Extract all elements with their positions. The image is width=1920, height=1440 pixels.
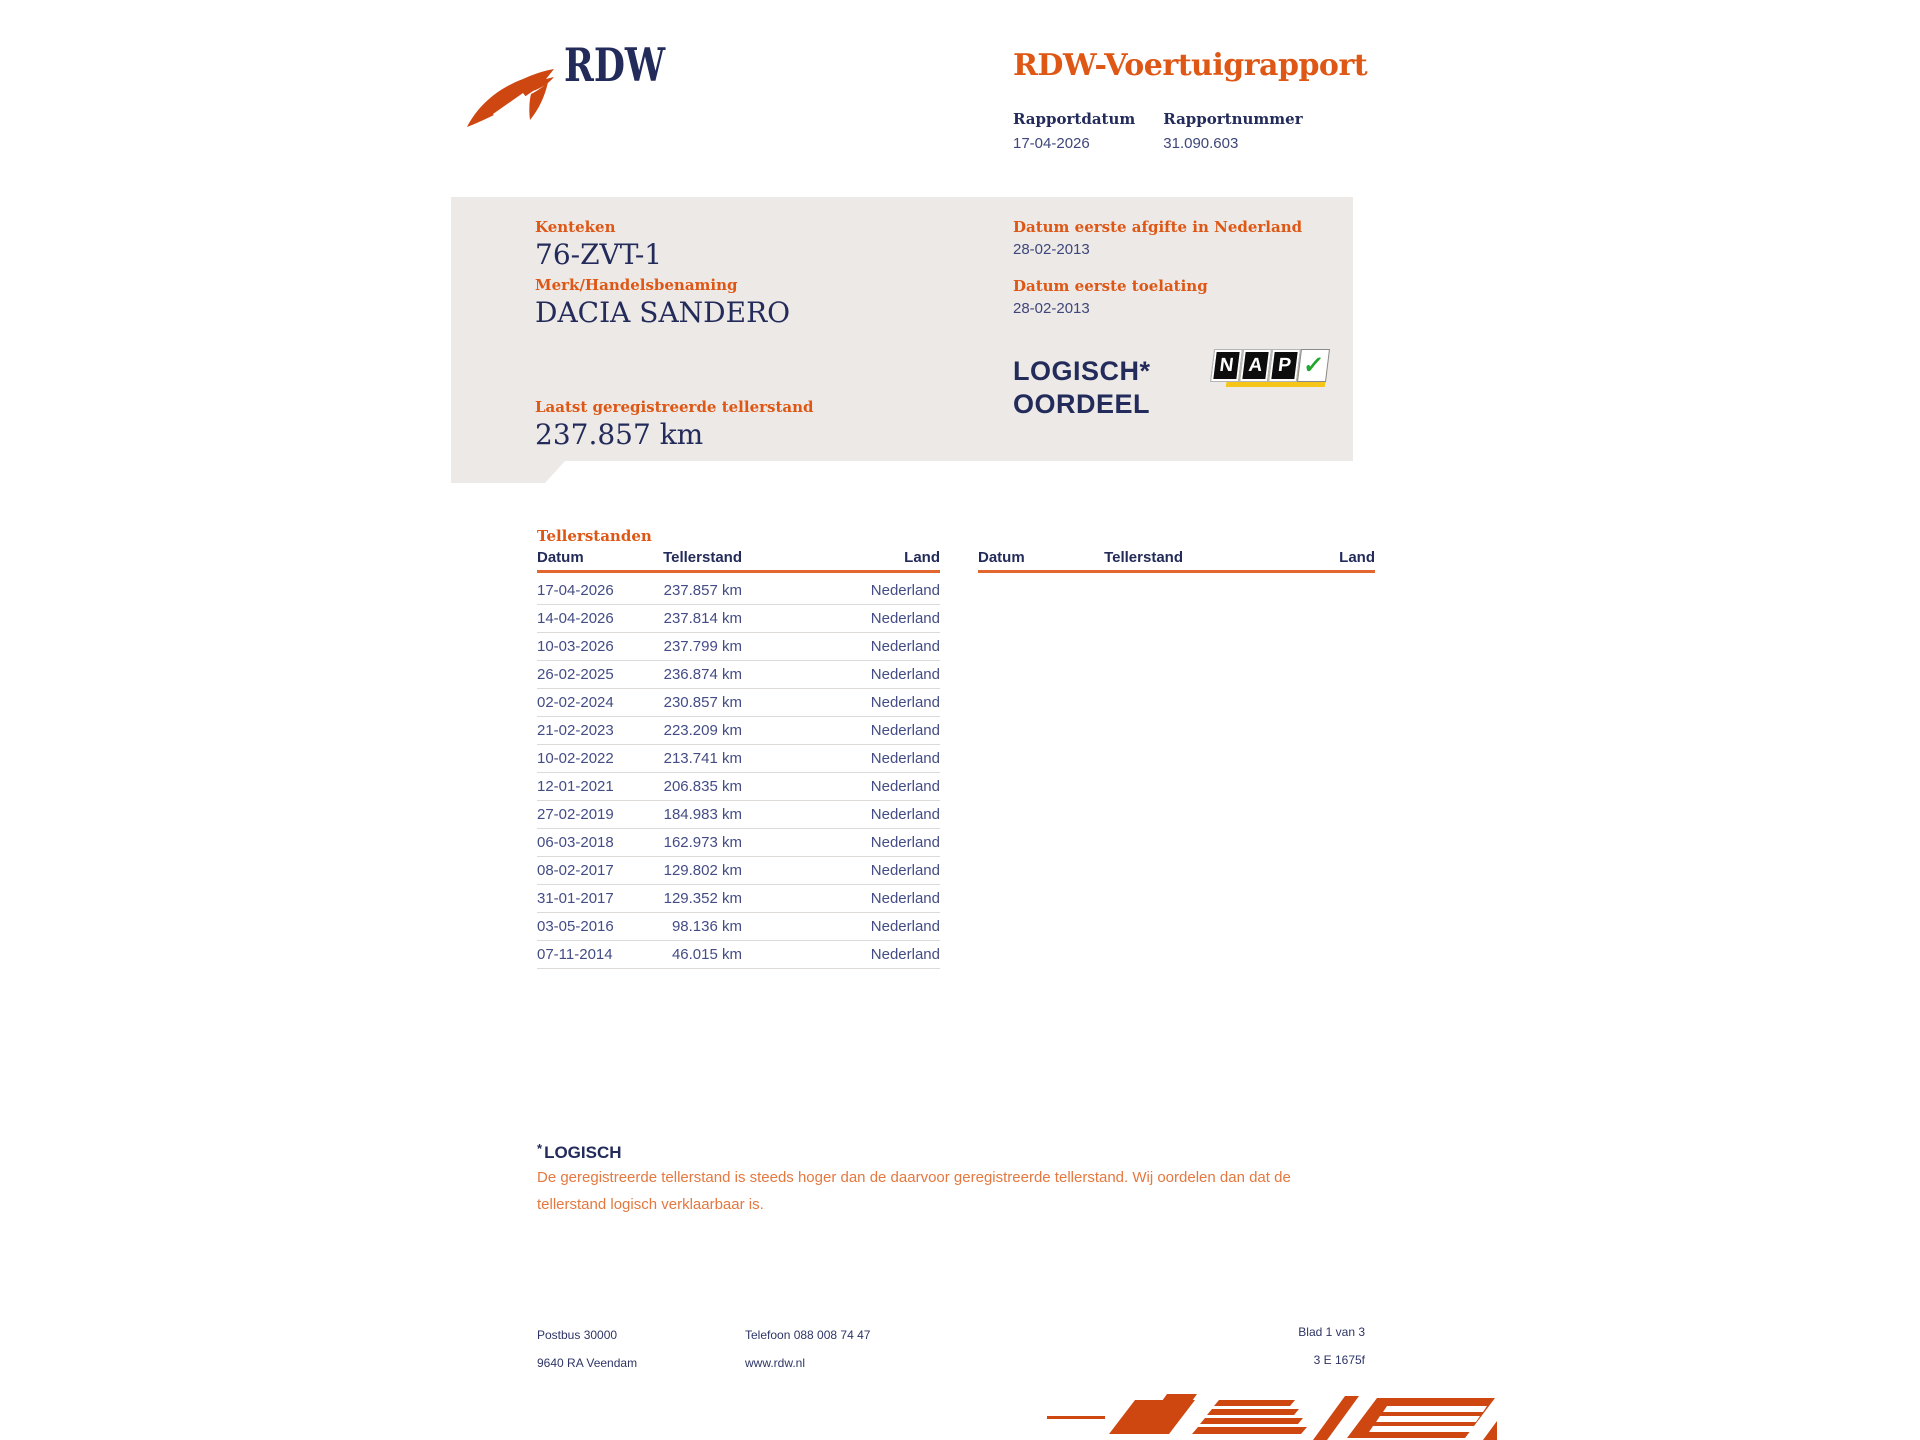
cell-value: 237.857 km xyxy=(663,582,742,599)
cell-land: Nederland xyxy=(870,750,940,767)
table-row xyxy=(537,773,940,801)
cell-value: 129.352 km xyxy=(663,890,742,907)
cell-value: 206.835 km xyxy=(663,778,742,795)
tellerstand-value: 237.857 km xyxy=(535,418,704,451)
cell-date: 10-02-2022 xyxy=(537,750,614,767)
table-row xyxy=(537,577,940,605)
cell-date: 27-02-2019 xyxy=(537,806,614,823)
kenteken-value: 76-ZVT-1 xyxy=(535,238,663,271)
footnote-text: De geregistreerde tellerstand is steeds hoger dan de daarvoor geregistreerde tellerstand. Wij oordelen dan dat de tellerstand logisch verklaarbaar is. xyxy=(537,1169,1291,1213)
table-row xyxy=(537,913,940,941)
cell-value: 98.136 km xyxy=(671,918,742,935)
nap-letter-tile: P xyxy=(1269,350,1300,381)
nap-check-icon: ✓ xyxy=(1298,350,1329,381)
footer-website: www.rdw.nl xyxy=(745,1356,806,1370)
meter-table-right xyxy=(978,549,1375,573)
table-row xyxy=(537,941,940,969)
footer-address-line1: Postbus 30000 xyxy=(537,1328,618,1342)
kenteken-label: Kenteken xyxy=(535,218,616,236)
cell-date: 26-02-2025 xyxy=(537,666,614,683)
col-datum: Datum xyxy=(537,549,584,566)
cell-land: Nederland xyxy=(870,666,940,683)
table-row xyxy=(537,633,940,661)
footer-address xyxy=(537,1321,637,1377)
footer-contact xyxy=(745,1321,870,1377)
rdw-bird-icon xyxy=(465,60,560,130)
oordeel-line1: LOGISCH* xyxy=(1013,356,1151,386)
table-row xyxy=(537,829,940,857)
cell-land: Nederland xyxy=(870,694,940,711)
cell-value: 162.973 km xyxy=(663,834,742,851)
cell-land: Nederland xyxy=(870,946,940,963)
speed-stripes-graphic xyxy=(1047,1394,1497,1440)
cell-date: 02-02-2024 xyxy=(537,694,614,711)
table-row xyxy=(537,745,940,773)
report-meta xyxy=(1013,110,1303,152)
footer-doc-code: 3 E 1675f xyxy=(1313,1353,1365,1367)
footer-address-line2: 9640 RA Veendam xyxy=(537,1356,638,1370)
table-row xyxy=(537,717,940,745)
report-number-value: 31.090.603 xyxy=(1163,135,1239,152)
page-title: RDW-Voertuigrapport xyxy=(1013,48,1368,83)
cell-date: 07-11-2014 xyxy=(537,946,613,963)
table-row xyxy=(537,661,940,689)
cell-land: Nederland xyxy=(870,862,940,879)
cell-date: 10-03-2026 xyxy=(537,638,614,655)
cell-land: Nederland xyxy=(870,806,940,823)
table-row xyxy=(537,689,940,717)
table-row xyxy=(537,801,940,829)
footnote-title: LOGISCH xyxy=(544,1143,622,1162)
report-number-block xyxy=(1163,110,1302,152)
meter-table-header xyxy=(537,549,940,573)
cell-value: 184.983 km xyxy=(663,806,742,823)
meter-table-right-header xyxy=(978,549,1375,573)
cell-date: 03-05-2016 xyxy=(537,918,614,935)
merk-value: DACIA SANDERO xyxy=(535,296,791,329)
cell-value: 129.802 km xyxy=(663,862,742,879)
cell-land: Nederland xyxy=(870,918,940,935)
col-tellerstand: Tellerstand xyxy=(663,549,742,566)
cell-date: 14-04-2026 xyxy=(537,610,614,627)
table-row xyxy=(537,605,940,633)
toelating-label: Datum eerste toelating xyxy=(1013,277,1208,295)
cell-date: 31-01-2017 xyxy=(537,890,614,907)
nap-logo-letters xyxy=(1213,350,1327,381)
cell-date: 08-02-2017 xyxy=(537,862,614,879)
footnote-asterisk: * xyxy=(537,1141,543,1156)
toelating-value: 28-02-2013 xyxy=(1013,300,1090,317)
cell-land: Nederland xyxy=(870,890,940,907)
cell-land: Nederland xyxy=(870,582,940,599)
afgifte-label: Datum eerste afgifte in Nederland xyxy=(1013,218,1303,236)
cell-date: 12-01-2021 xyxy=(537,778,614,795)
table-row xyxy=(537,857,940,885)
nap-logo xyxy=(1213,350,1331,392)
col-land: Land xyxy=(1339,549,1375,566)
table-row xyxy=(537,885,940,913)
nap-letter-tile: N xyxy=(1211,350,1242,381)
meter-table-body xyxy=(537,577,940,969)
afgifte-value: 28-02-2013 xyxy=(1013,241,1090,258)
footer-page-info xyxy=(1165,1318,1365,1374)
footer-page-number: Blad 1 van 3 xyxy=(1298,1325,1365,1339)
cell-date: 17-04-2026 xyxy=(537,582,614,599)
cell-land: Nederland xyxy=(870,834,940,851)
cell-value: 237.799 km xyxy=(663,638,742,655)
footer-phone: Telefoon 088 008 74 47 xyxy=(745,1328,871,1342)
cell-land: Nederland xyxy=(870,610,940,627)
cell-value: 46.015 km xyxy=(671,946,742,963)
report-date-block xyxy=(1013,110,1135,152)
tellerstanden-section-title: Tellerstanden xyxy=(537,527,652,545)
cell-land: Nederland xyxy=(870,778,940,795)
cell-land: Nederland xyxy=(870,722,940,739)
col-land: Land xyxy=(904,549,940,566)
oordeel-line2: OORDEEL xyxy=(1013,389,1151,419)
col-datum: Datum xyxy=(978,549,1025,566)
col-tellerstand: Tellerstand xyxy=(1104,549,1183,566)
cell-land: Nederland xyxy=(870,638,940,655)
tellerstand-label: Laatst geregistreerde tellerstand xyxy=(535,398,814,416)
report-number-label: Rapportnummer xyxy=(1163,110,1303,128)
report-date-value: 17-04-2026 xyxy=(1013,135,1090,152)
footnote-heading xyxy=(537,1141,622,1163)
cell-date: 06-03-2018 xyxy=(537,834,614,851)
cell-date: 21-02-2023 xyxy=(537,722,614,739)
cell-value: 237.814 km xyxy=(663,610,742,627)
cell-value: 236.874 km xyxy=(663,666,742,683)
cell-value: 213.741 km xyxy=(663,750,742,767)
rdw-logo-text: RDW xyxy=(564,38,666,92)
merk-label: Merk/Handelsbenaming xyxy=(535,276,738,294)
nap-letter-tile: A xyxy=(1240,350,1271,381)
report-date-label: Rapportdatum xyxy=(1013,110,1136,128)
cell-value: 230.857 km xyxy=(663,694,742,711)
oordeel-verdict xyxy=(1013,355,1151,421)
meter-table xyxy=(537,549,940,969)
cell-value: 223.209 km xyxy=(663,722,742,739)
